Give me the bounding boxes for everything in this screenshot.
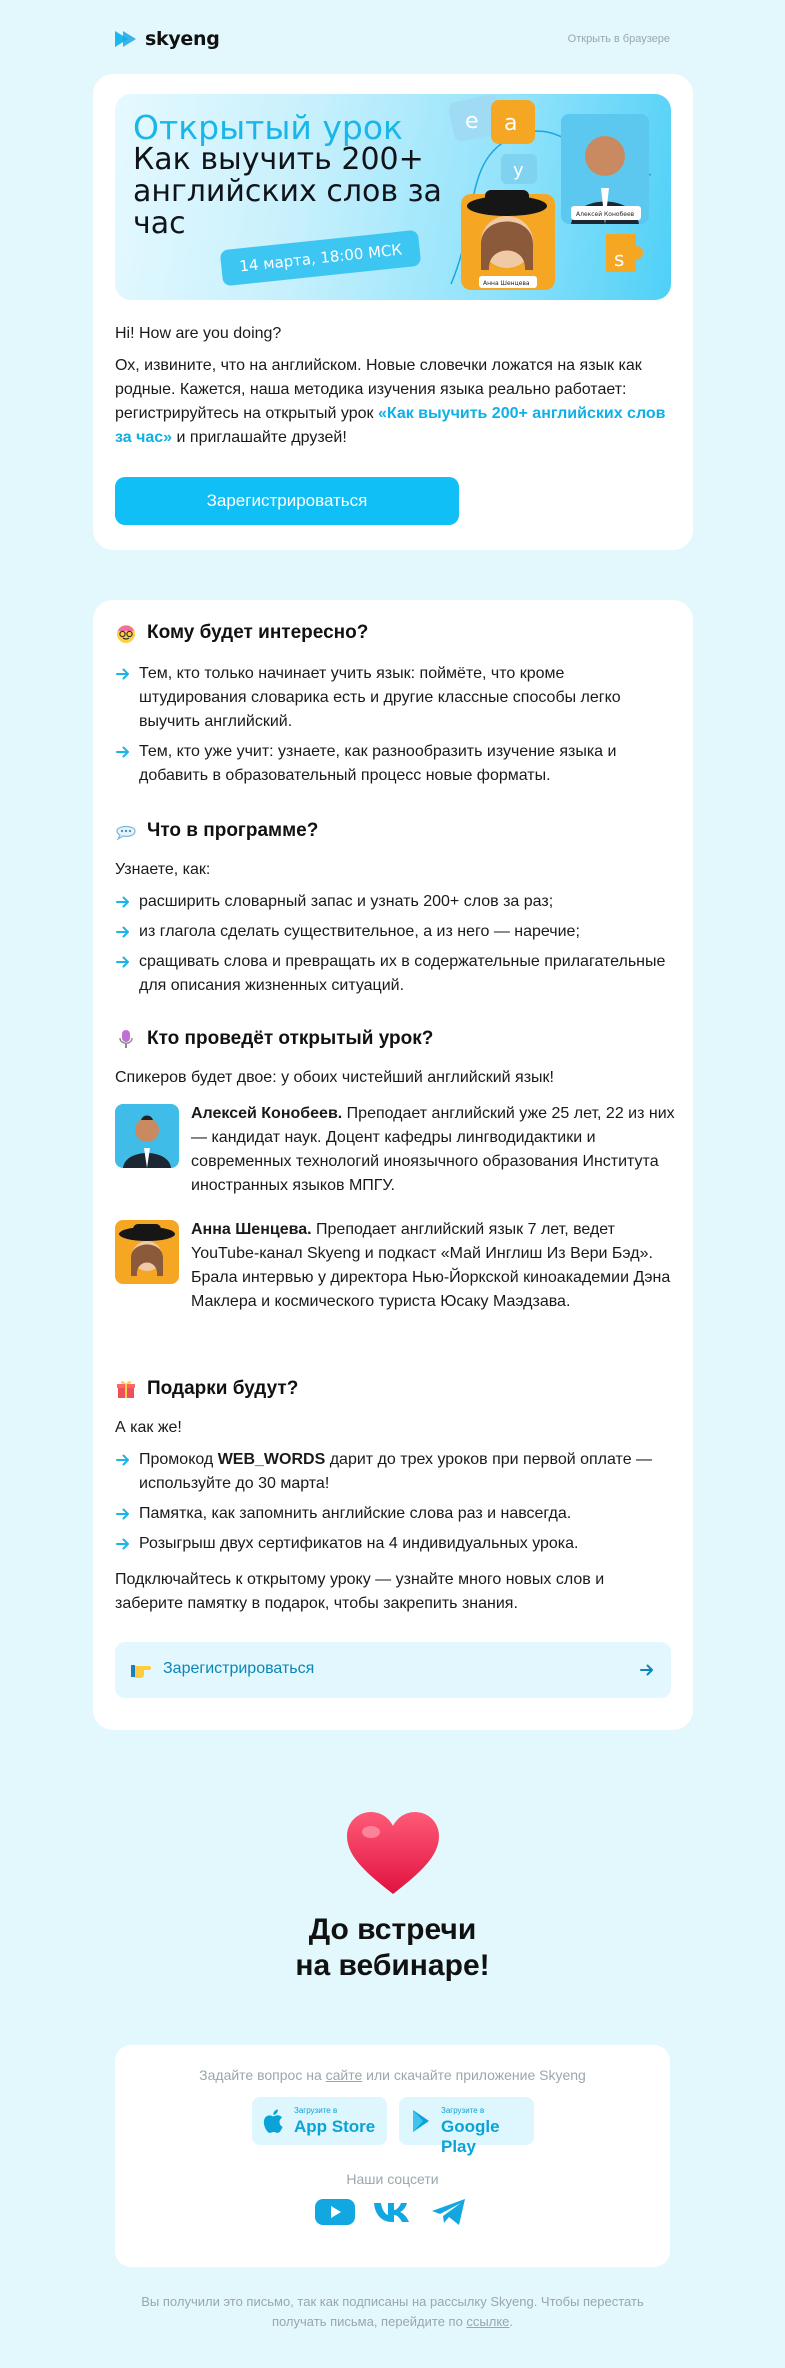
program-section-title: Что в программе? (115, 820, 318, 842)
intro-lesson-link[interactable]: «Как выучить 200+ английских слов за час» (115, 405, 666, 446)
hero-open-lesson: Открытый урок (133, 108, 403, 147)
list-item: расширить словарный запас и узнать 200+ слов за раз; (115, 890, 675, 914)
telegram-icon[interactable] (429, 2197, 469, 2227)
pointing-hand-icon (131, 1658, 155, 1680)
logo-text: skyeng (145, 28, 220, 50)
gift-icon (115, 1378, 137, 1400)
arrow-right-icon (115, 954, 131, 970)
list-item: Памятка, как запомнить английские слова раз и навсегда. (115, 1502, 675, 1526)
gifts-lead: А как же! (115, 1419, 182, 1436)
puzzle-letter-y: y (513, 160, 524, 181)
google-play-button[interactable] (399, 2097, 534, 2156)
who-section-title: Кому будет интересно? (115, 622, 368, 644)
register-link-button[interactable] (115, 1642, 671, 1698)
google-play-label: Google Play (441, 2117, 500, 2156)
app-store-button[interactable] (252, 2097, 387, 2145)
microphone-icon (115, 1028, 137, 1050)
details-card (93, 600, 693, 1730)
arrow-right-icon (115, 1506, 131, 1522)
register-link-label[interactable]: Зарегистрироваться (163, 1660, 315, 1677)
program-list (115, 890, 675, 1004)
list-item: Тем, кто уже учит: узнаете, как разнообразить изучение языка и добавить в образовательный процесс новые форматы. (115, 740, 675, 788)
register-button[interactable]: Зарегистрироваться (115, 477, 459, 525)
gifts-list (115, 1448, 675, 1562)
speaker-name: Анна Шенцева. (191, 1221, 312, 1238)
greeting: Hi! How are you doing? (115, 325, 282, 342)
puzzle-letter-s: s (614, 247, 625, 271)
farewell-heading: До встречи на вебинаре! (295, 1913, 490, 1982)
app-store-label: App Store (294, 2117, 376, 2136)
avatar (115, 1104, 179, 1168)
arrow-right-icon (639, 1662, 655, 1678)
hero-date-badge: 14 марта, 18:00 МСК (220, 230, 422, 287)
youtube-icon[interactable] (315, 2197, 355, 2227)
arrow-right-icon (115, 894, 131, 910)
nerd-face-icon (115, 622, 137, 644)
speakers-lead: Спикеров будет двое: у обоих чистейший английский язык! (115, 1069, 554, 1086)
google-play-small: Загрузите в (441, 2106, 485, 2115)
apple-icon (262, 2108, 288, 2134)
hero-title: Как выучить 200+ английских слов за час (133, 142, 442, 241)
arrow-right-icon (115, 924, 131, 940)
speaker-name: Алексей Конобеев. (191, 1105, 343, 1122)
socials-label: Наши соцсети (346, 2171, 439, 2187)
arrow-right-icon (115, 744, 131, 760)
site-link[interactable]: сайте (325, 2067, 363, 2083)
app-store-small: Загрузите в (294, 2106, 338, 2115)
intro-text: Ох, извините, что на английском. Новые словечки ложатся на язык как родные. Кажется, наша методика изучения языка реально работает: регистрируйтесь на открытый урок «Как выучить 200+ английских слов за час» и приглашайте друзей! (115, 357, 666, 446)
puzzle-letter-e: e (465, 109, 479, 134)
skyeng-logo[interactable] (115, 28, 220, 50)
speaker2-tag: Анна Шенцева (483, 280, 530, 287)
google-play-icon (409, 2108, 435, 2134)
list-item: Тем, кто только начинает учить язык: поймёте, что кроме штудирования словарика есть и другие классные способы легко выучить английский. (115, 662, 675, 734)
unsubscribe-note: Вы получили это письмо, так как подписаны на рассылку Skyeng. Чтобы перестать получать письма, перейдите по ссылке. (141, 2294, 644, 2329)
promo-code: WEB_WORDS (217, 1451, 326, 1468)
footer-card (115, 2045, 670, 2267)
program-lead: Узнаете, как: (115, 861, 211, 878)
speaker1-tag: Алексей Конобеев (576, 211, 635, 218)
avatar (115, 1220, 179, 1284)
list-item: сращивать слова и превращать их в содержательные прилагательные для описания жизненных ситуаций. (115, 950, 675, 998)
gifts-outro: Подключайтесь к открытому уроку — узнайте много новых слов и заберите памятку в подарок, чтобы закрепить знания. (115, 1571, 605, 1612)
list-item: Промокод WEB_WORDS дарит до трех уроков при первой оплате — используйте до 30 марта! (115, 1448, 675, 1496)
speakers-section-title: Кто проведёт открытый урок? (115, 1028, 433, 1050)
list-item: Розыгрыш двух сертификатов на 4 индивидуальных урока. (115, 1532, 675, 1556)
arrow-right-icon (115, 1452, 131, 1468)
arrow-right-icon (115, 666, 131, 682)
puzzle-letter-a: a (504, 111, 518, 136)
hero-illustration (441, 94, 671, 300)
arrow-right-icon (115, 1536, 131, 1552)
skyeng-logo-icon (115, 30, 137, 48)
speaker-bio: Преподает английский язык 7 лет, ведет YouTube-канал Skyeng и подкаст «Май Инглиш Из Вери Бэд». Брала интервью у директора Нью-Йоркской киноакадемии Дэна Маклера и космического туриста Юсаку Маэдзава. (191, 1221, 671, 1310)
open-in-browser-link[interactable]: Открыть в браузере (567, 33, 670, 45)
list-item: из глагола сделать существительное, а из него — наречие; (115, 920, 675, 944)
who-list (115, 662, 675, 794)
heart-icon (345, 1810, 441, 1896)
footer-question: Задайте вопрос на сайте или скачайте приложение Skyeng (199, 2067, 586, 2083)
unsubscribe-link[interactable]: ссылке (466, 2314, 510, 2329)
top-bar (115, 28, 670, 52)
speaker-bio: Преподает английский уже 25 лет, 22 из них — кандидат наук. Доцент кафедры лингводидактики и современных технологий иноязычного образования Института иностранных языков МПГУ. (191, 1105, 675, 1194)
speech-bubble-icon (115, 820, 137, 842)
intro-card (93, 74, 693, 550)
vk-icon[interactable] (372, 2197, 412, 2227)
hero-banner (115, 94, 671, 300)
gifts-section-title: Подарки будут? (115, 1378, 298, 1400)
